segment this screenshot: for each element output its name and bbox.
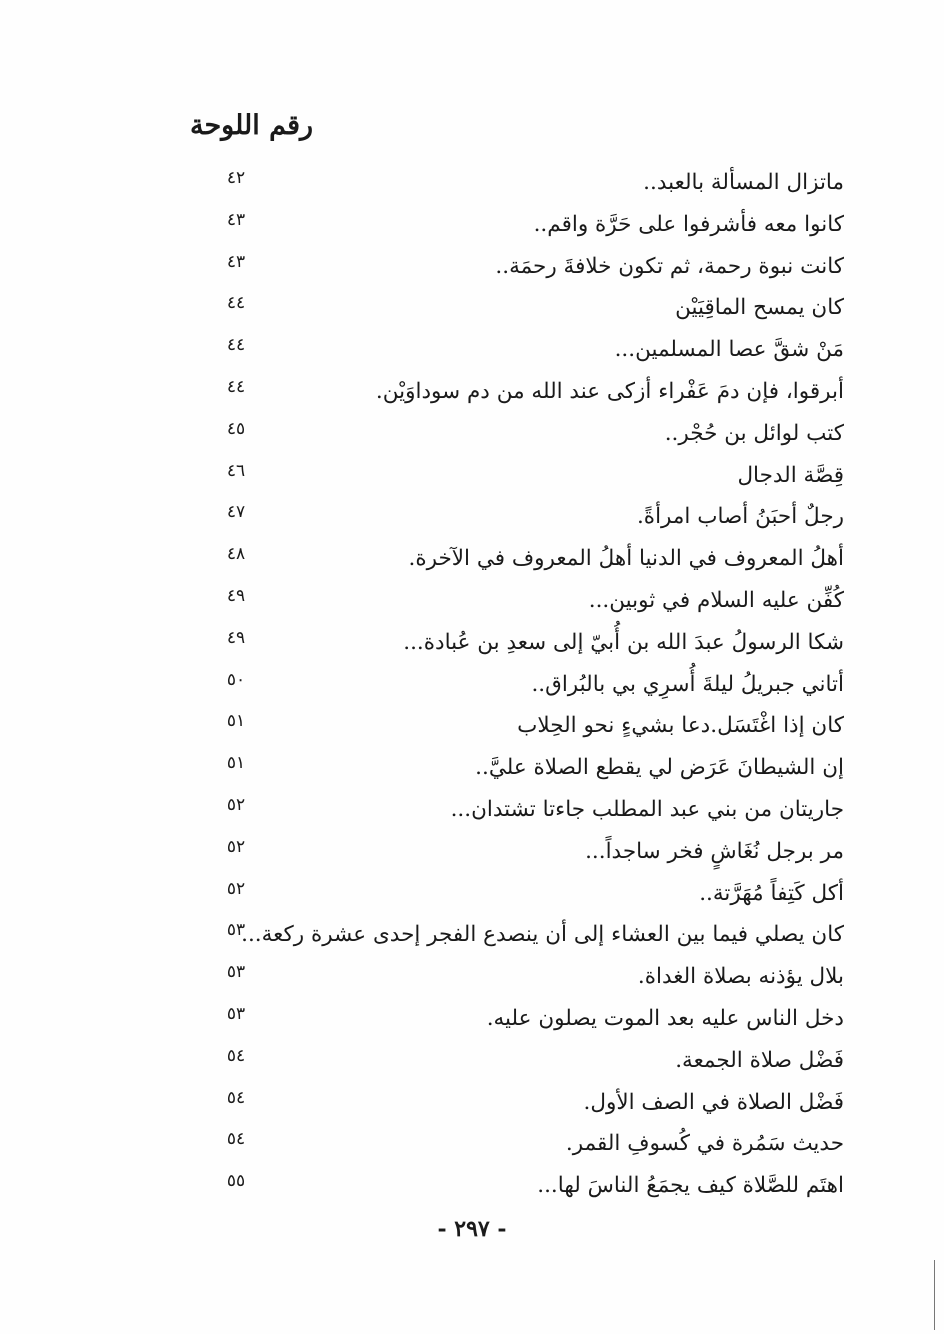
entry-plate-number: ٥٤ (226, 1129, 246, 1150)
entry-text: مَنْ شقَّ عصا المسلمين... (614, 337, 844, 363)
entry-text: جاريتان من بني عبد المطلب جاءتا تشتدان... (450, 796, 844, 822)
entry-plate-number: ٤٣ (226, 209, 246, 230)
entry-plate-number: ٤٤ (226, 335, 246, 356)
entry-text: شكا الرسولُ عبدَ الله بن أُبيّ إلى سعدِ بن عُبادة... (403, 629, 844, 655)
entry-plate-number: ٥٢ (226, 836, 246, 857)
index-entry (0, 954, 944, 996)
entry-text: فَضْل صلاة الجمعة. (675, 1047, 844, 1073)
entry-plate-number: ٤٣ (226, 251, 246, 272)
entry-plate-number: ٥٣ (226, 920, 246, 941)
entry-text: فَضْل الصلاة في الصف الأول. (583, 1089, 844, 1115)
index-entry (0, 244, 944, 286)
entry-plate-number: ٥٠ (226, 669, 246, 690)
entry-plate-number: ٤٢ (226, 168, 246, 188)
entry-plate-number: ٤٨ (226, 544, 246, 565)
entry-text: رجلٌ أحبَنُ أصاب امرأةً. (636, 504, 844, 530)
scan-edge-line (934, 1260, 935, 1330)
entry-text: كُفِّن عليه السلام في ثوبين... (588, 587, 844, 613)
index-entry (0, 1038, 944, 1080)
entry-plate-number: ٤٩ (226, 585, 246, 606)
entry-plate-number: ٥١ (226, 753, 246, 774)
entry-text: كان يمسح الماقِيَيْن (675, 295, 844, 321)
index-entry (0, 787, 944, 829)
entry-text: ماتزال المسألة بالعبد.. (643, 170, 844, 195)
entry-text: كان يصلي فيما بين العشاء إلى أن ينصدع الفجر إحدى عشرة ركعة... (241, 922, 844, 948)
entry-plate-number: ٥١ (226, 711, 246, 732)
index-entry (0, 703, 944, 745)
index-entry (0, 536, 944, 578)
entry-text: بلال يؤذنه بصلاة الغداة. (637, 964, 844, 990)
entry-text: أكل كَتِفاً مُهَرَّتة.. (699, 880, 844, 906)
entry-text: أبرقوا، فإن دمَ عَفْراء أزكى عند الله من دم سوداوَيْن. (375, 378, 844, 404)
entry-plate-number: ٥٣ (226, 962, 246, 983)
entry-plate-number: ٥٤ (226, 1087, 246, 1108)
entry-text: كانت نبوة رحمة، ثم تكون خلافةَ رحمَة.. (495, 253, 844, 279)
entry-text: كتب لوائل بن حُجْر.. (664, 420, 844, 446)
entry-plate-number: ٥٥ (226, 1171, 246, 1192)
entry-text: مر برجل نُغَاشٍ فخر ساجداً... (585, 838, 844, 864)
index-entry (0, 369, 944, 411)
entry-plate-number: ٤٦ (226, 460, 246, 481)
entry-text: كان إذا اغْتَسَل.دعا بشيءٍ نحو الحِلاب (517, 713, 844, 739)
entry-plate-number: ٤٧ (226, 502, 246, 523)
index-entry (0, 1121, 944, 1163)
entry-text: أتاني جبريلُ ليلةَ أُسرِي بي بالبُراق.. (531, 671, 844, 697)
entry-text: أهلُ المعروف في الدنيا أهلُ المعروف في الآخرة. (408, 546, 844, 572)
entry-text: اهتَم للصَّلاة كيف يجمَعُ الناسَ لها... (537, 1173, 844, 1199)
entry-plate-number: ٤٤ (226, 376, 246, 397)
entry-plate-number: ٥٣ (226, 1003, 246, 1024)
entry-text: كانوا معه فأشرفوا على حَرَّة واقم.. (533, 211, 844, 237)
entry-plate-number: ٥٢ (226, 794, 246, 815)
entry-text: إن الشيطانَ عَرَض لي يقطع الصلاة عليَّ.. (475, 755, 844, 781)
index-entry (0, 871, 944, 913)
index-entry (0, 285, 944, 327)
entry-plate-number: ٤٥ (226, 418, 246, 439)
entry-text: قِصَّة الدجال (737, 462, 844, 488)
index-entry (0, 578, 944, 620)
index-entry (0, 494, 944, 536)
entry-plate-number: ٥٢ (226, 878, 246, 899)
index-entry (0, 620, 944, 662)
column-header: رقم اللوحة (190, 110, 314, 141)
entry-text: حديث سَمُرة في كُسوفِ القمر. (565, 1131, 844, 1157)
entry-plate-number: ٥٤ (226, 1045, 246, 1066)
index-entry (0, 202, 944, 244)
index-entry (0, 662, 944, 704)
index-entry (0, 1080, 944, 1122)
index-entry (0, 327, 944, 369)
index-entry (0, 829, 944, 871)
index-entry (0, 411, 944, 453)
page-number: - ٢٩٧ - (437, 1216, 507, 1242)
index-entry (0, 996, 944, 1038)
index-entry (0, 1163, 944, 1205)
entry-text: دخل الناس عليه بعد الموت يصلون عليه. (486, 1005, 844, 1031)
entry-plate-number: ٤٩ (226, 627, 246, 648)
index-entry (0, 453, 944, 495)
index-entry (0, 912, 944, 954)
index-entry (0, 160, 944, 202)
index-list (0, 160, 944, 1210)
entry-plate-number: ٤٤ (226, 293, 246, 314)
index-entry (0, 745, 944, 787)
